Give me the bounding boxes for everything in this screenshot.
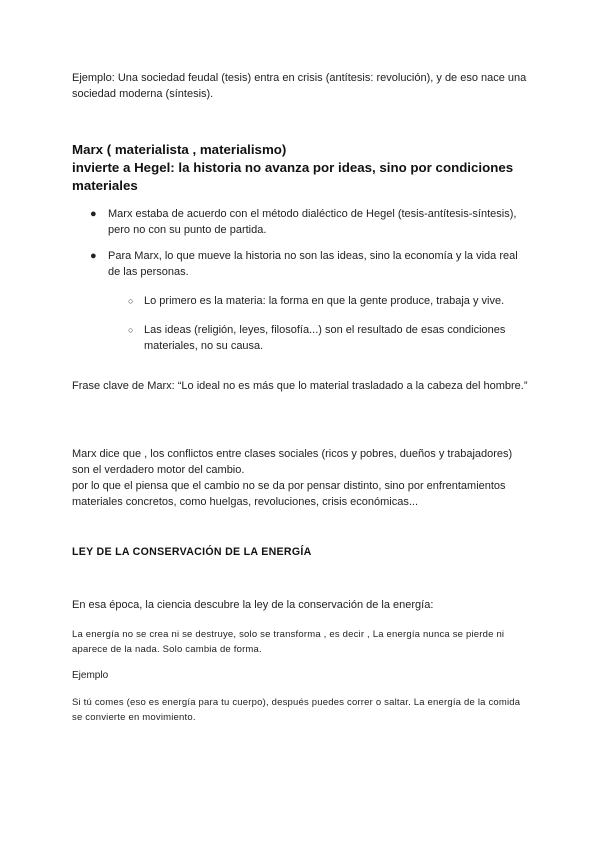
hollow-bullet-icon: ○ [128, 296, 134, 306]
energy-law: La energía no se crea ni se destruye, solo se transforma , es decir , La energía nunca se pierde ni aparece de la nada. Solo cambia de forma. [72, 629, 505, 655]
sub-list-item [128, 322, 530, 354]
hollow-bullet-icon: ○ [128, 325, 134, 335]
energy-example-text: Si tú comes (eso es energía para tu cuerpo), después puedes correr o saltar. La energía de la comida se convierte en movimiento. [72, 697, 521, 723]
intro-example: Ejemplo: Una sociedad feudal (tesis) entra en crisis (antítesis: revolución), y de eso nace una sociedad moderna (síntesis). [72, 72, 527, 100]
conflict-line-1: Marx dice que , los conflictos entre clases sociales (ricos y pobres, dueños y trabajadores) son el verdadero motor del cambio. [72, 448, 513, 476]
marx-conflict-paragraph [72, 446, 532, 510]
bullet-icon: ● [90, 208, 97, 220]
bullet-text: Para Marx, lo que mueve la historia no son las ideas, sino la economía y la vida real de las personas. [108, 250, 518, 278]
energy-example-label: Ejemplo [72, 670, 109, 681]
bullet-text: Marx estaba de acuerdo con el método dialéctico de Hegel (tesis-antítesis-síntesis), pero no con su punto de partida. [108, 208, 517, 236]
sub-bullet-text: Lo primero es la materia: la forma en que la gente produce, trabaja y vive. [144, 295, 505, 307]
list-item [90, 206, 530, 238]
energy-heading: LEY DE LA CONSERVACIÓN DE LA ENERGÍA [72, 546, 312, 558]
marx-heading-line2: invierte a Hegel: la historia no avanza por ideas, sino por condiciones materiales [72, 160, 514, 193]
energy-intro: En esa época, la ciencia descubre la ley de la conservación de la energía: [72, 599, 434, 611]
marx-heading [72, 141, 532, 195]
sub-list-item [128, 293, 530, 309]
sub-bullet-text: Las ideas (religión, leyes, filosofía...) son el resultado de esas condiciones materiales, no su causa. [144, 324, 506, 352]
marx-heading-line1: Marx ( materialista , materialismo) [72, 142, 287, 157]
list-item [90, 248, 530, 280]
marx-quote: Frase clave de Marx: “Lo ideal no es más que lo material trasladado a la cabeza del hombre.” [72, 380, 528, 392]
bullet-icon: ● [90, 250, 97, 262]
conflict-line-2: por lo que el piensa que el cambio no se da por pensar distinto, sino por enfrentamientos materiales concretos, como huelgas, revoluciones, crisis económicas... [72, 480, 506, 508]
